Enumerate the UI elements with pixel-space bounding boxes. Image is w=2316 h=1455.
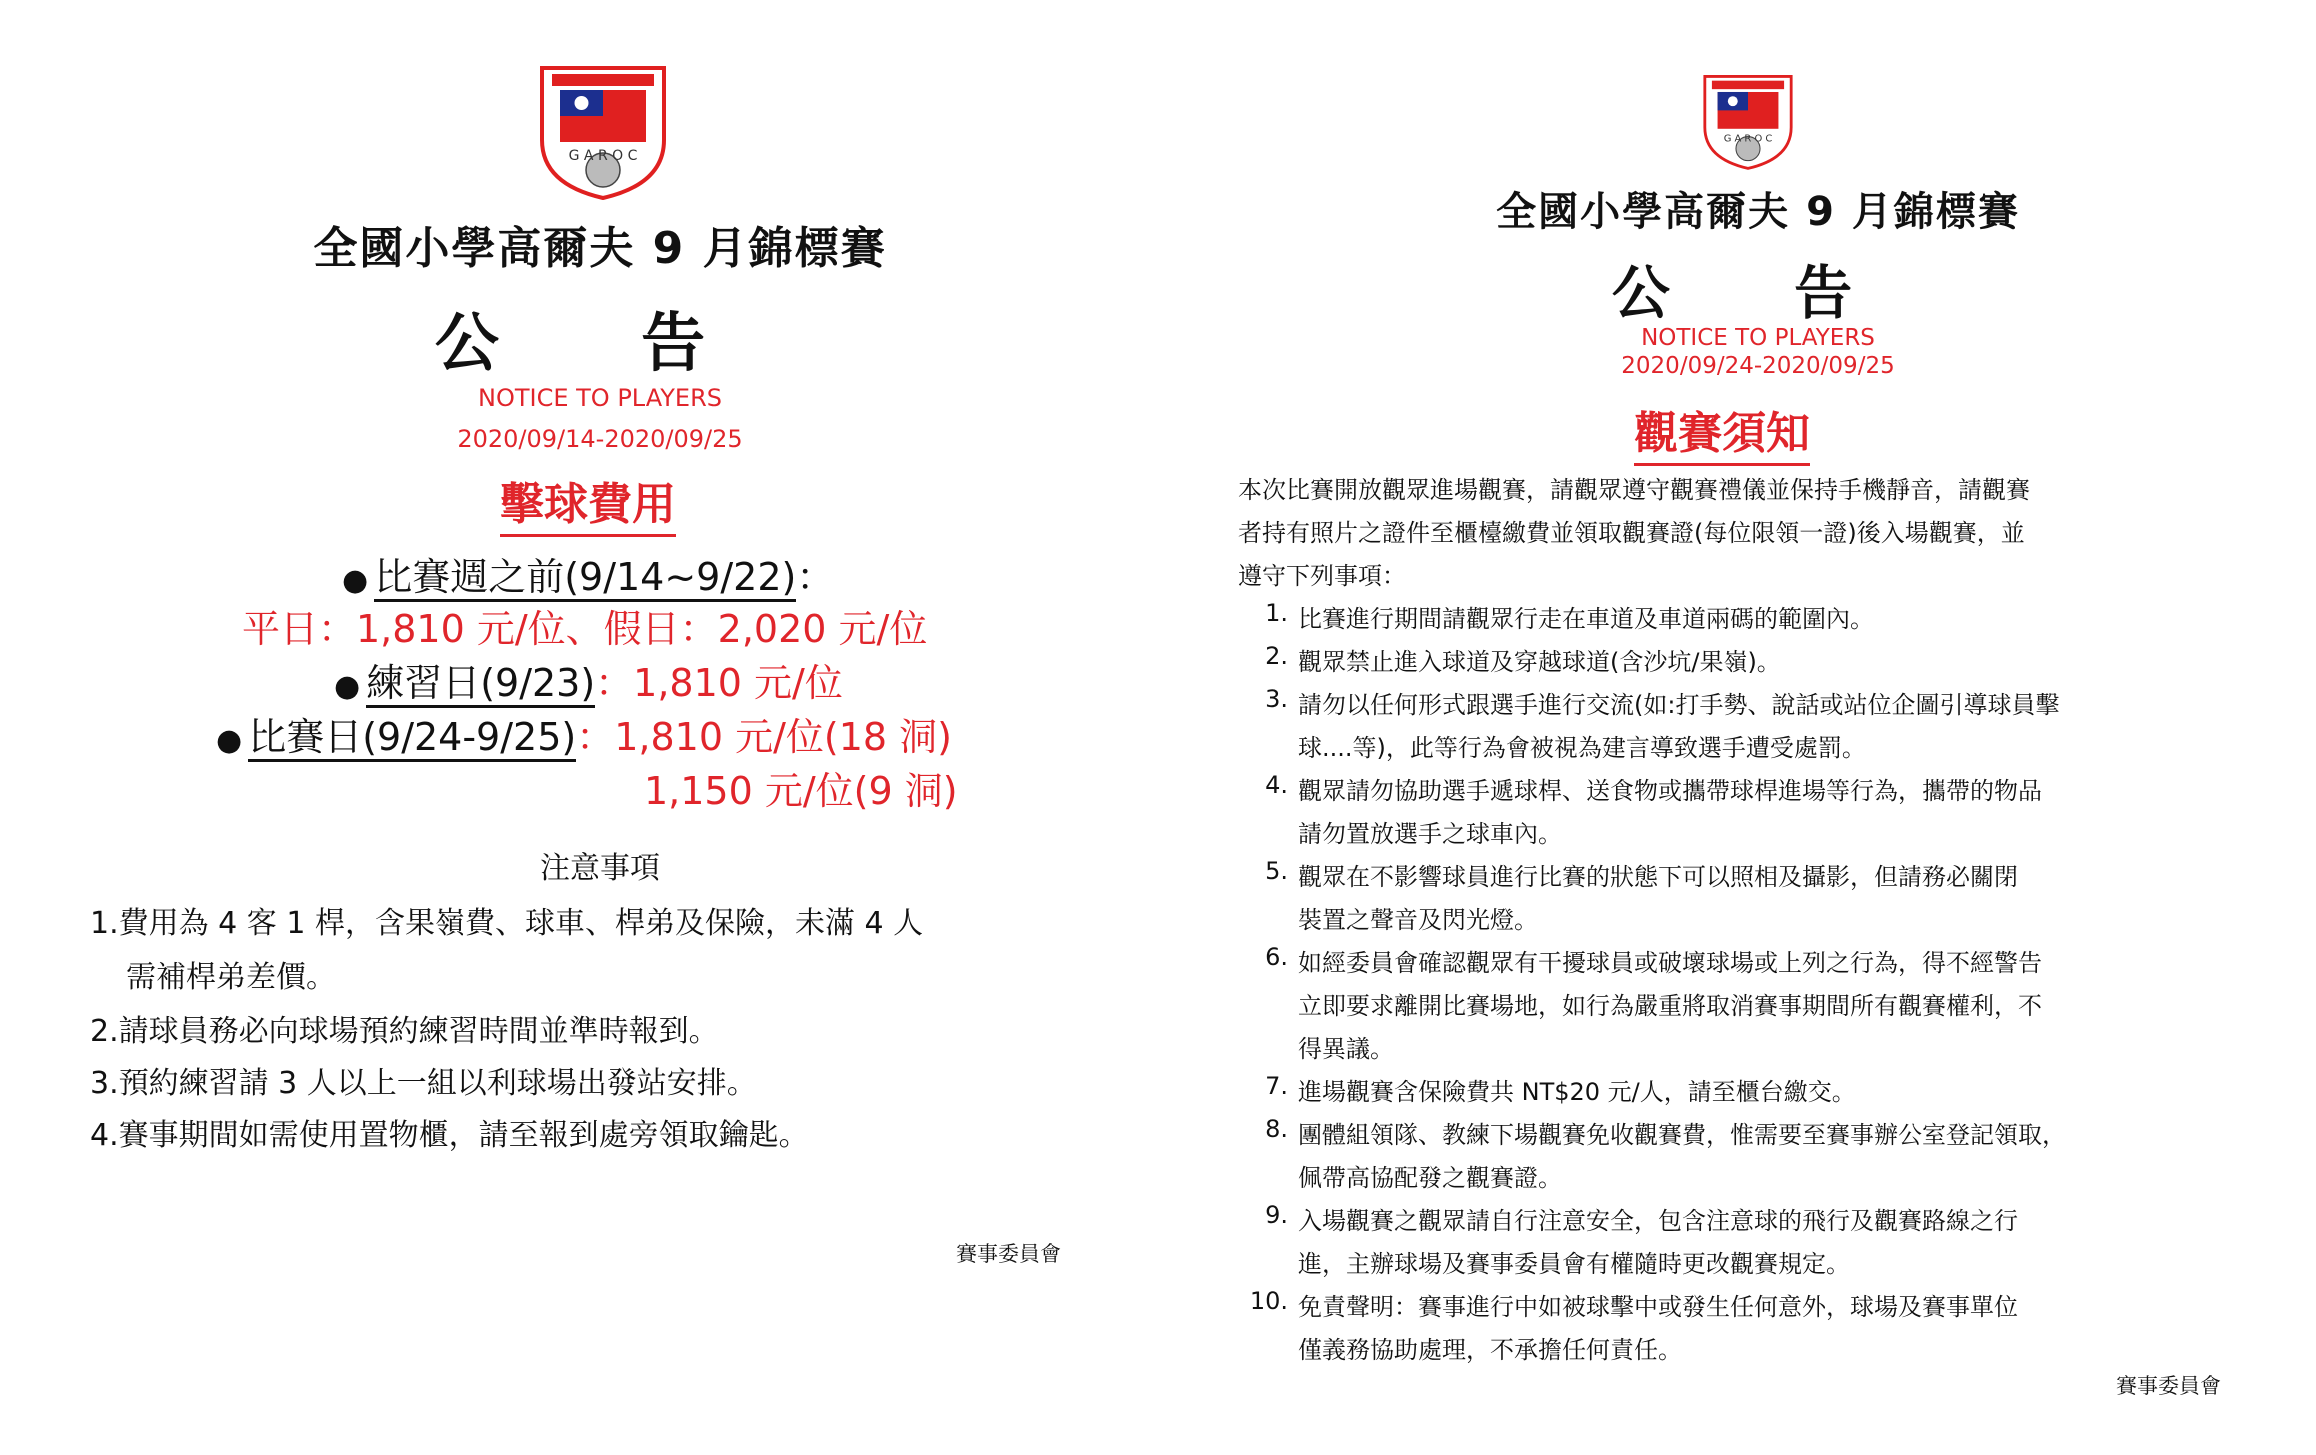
rule-number: 1. bbox=[1265, 599, 1288, 627]
rule-line: 觀眾請勿協助選手遞球桿、送食物或攜帶球桿進場等行為，攜帶的物品 bbox=[1298, 777, 2042, 805]
rule-line: 請勿置放選手之球車內。 bbox=[1298, 820, 1562, 848]
rule-line: 裝置之聲音及閃光燈。 bbox=[1298, 906, 1538, 934]
right-notice-label: NOTICE TO PLAYERS bbox=[1641, 325, 1875, 351]
fee-line-match-day bbox=[216, 706, 952, 761]
fee-line-practice-day bbox=[334, 652, 843, 707]
intro-line: 本次比賽開放觀眾進場觀賽，請觀眾遵守觀賽禮儀並保持手機靜音，請觀賽 bbox=[1238, 476, 2030, 504]
fee-line-weekday-weekend: 平日：1,810 元/位、假日：2,020 元/位 bbox=[242, 607, 928, 651]
rule-number: 4. bbox=[1265, 771, 1288, 799]
rule-line: 僅義務協助處理，不承擔任何責任。 bbox=[1298, 1336, 1682, 1364]
rule-line: 觀眾在不影響球員進行比賽的狀態下可以照相及攝影，但請務必關閉 bbox=[1298, 863, 2018, 891]
left-section-title: 擊球費用 bbox=[500, 468, 676, 537]
left-date-range: 2020/09/14-2020/09/25 bbox=[457, 425, 743, 453]
fee-label: 比賽日(9/24-9/25) bbox=[248, 715, 576, 762]
note-item: 4.賽事期間如需使用置物櫃，請至報到處旁領取鑰匙。 bbox=[90, 1118, 809, 1153]
garoc-emblem-icon bbox=[1702, 72, 1794, 170]
right-date-range: 2020/09/24-2020/09/25 bbox=[1621, 353, 1895, 379]
intro-line: 者持有照片之證件至櫃檯繳費並領取觀賽證(每位限領一證)後入場觀賽，並 bbox=[1238, 519, 2025, 547]
fee-label: 比賽週之前(9/14~9/22) bbox=[374, 555, 796, 602]
rule-number: 6. bbox=[1265, 943, 1288, 971]
fee-value: ：1,810 元/位 bbox=[595, 661, 843, 705]
rule-line: 比賽進行期間請觀眾行走在車道及車道兩碼的範圍內。 bbox=[1298, 605, 1874, 633]
rule-number: 3. bbox=[1265, 685, 1288, 713]
rule-line: 免責聲明：賽事進行中如被球擊中或發生任何意外，球場及賽事單位 bbox=[1298, 1293, 2018, 1321]
rule-line: 如經委員會確認觀眾有干擾球員或破壞球場或上列之行為，得不經警告 bbox=[1298, 949, 2042, 977]
bullet-icon: ● bbox=[342, 563, 369, 598]
left-page-title: 全國小學高爾夫 9 月錦標賽 bbox=[313, 223, 887, 274]
left-notice-heading: 公 告 bbox=[434, 307, 766, 381]
fee-line-9-holes: 1,150 元/位(9 洞) bbox=[644, 769, 958, 813]
rule-line: 佩帶高協配發之觀賽證。 bbox=[1298, 1164, 1562, 1192]
svg-text:G A R O C: G A R O C bbox=[568, 148, 638, 164]
fee-line-pre-week bbox=[342, 546, 834, 601]
note-item-continuation: 需補桿弟差價。 bbox=[126, 960, 336, 995]
left-notice-label: NOTICE TO PLAYERS bbox=[478, 384, 722, 412]
fee-colon: ： bbox=[796, 555, 835, 599]
rule-line: 入場觀賽之觀眾請自行注意安全，包含注意球的飛行及觀賽路線之行 bbox=[1298, 1207, 2018, 1235]
rule-line: 團體組領隊、教練下場觀賽免收觀賽費，惟需要至賽事辦公室登記領取， bbox=[1298, 1121, 2066, 1149]
left-signature: 賽事委員會 bbox=[956, 1242, 1061, 1266]
fee-value: ：1,810 元/位(18 洞) bbox=[576, 715, 952, 759]
bullet-icon: ● bbox=[334, 669, 361, 704]
rule-line: 立即要求離開比賽場地，如行為嚴重將取消賽事期間所有觀賽權利，不 bbox=[1298, 992, 2042, 1020]
rule-number: 2. bbox=[1265, 642, 1288, 670]
note-item: 1.費用為 4 客 1 桿，含果嶺費、球車、桿弟及保險，未滿 4 人 bbox=[90, 906, 924, 941]
garoc-emblem-icon bbox=[538, 62, 668, 200]
right-section-title: 觀賽須知 bbox=[1634, 397, 1810, 466]
rule-number: 10. bbox=[1249, 1287, 1288, 1315]
fee-label: 練習日(9/23) bbox=[366, 661, 595, 708]
note-item: 3.預約練習請 3 人以上一組以利球場出發站安排。 bbox=[90, 1066, 757, 1101]
rule-number: 5. bbox=[1265, 857, 1288, 885]
rule-line: 進，主辦球場及賽事委員會有權隨時更改觀賽規定。 bbox=[1298, 1250, 1850, 1278]
rule-number: 8. bbox=[1265, 1115, 1288, 1143]
note-item: 2.請球員務必向球場預約練習時間並準時報到。 bbox=[90, 1014, 719, 1049]
bullet-icon: ● bbox=[216, 723, 243, 758]
rule-number: 7. bbox=[1265, 1072, 1288, 1100]
right-page-title: 全國小學高爾夫 9 月錦標賽 bbox=[1496, 189, 2020, 235]
rule-line: 觀眾禁止進入球道及穿越球道(含沙坑/果嶺)。 bbox=[1298, 648, 1781, 676]
right-signature: 賽事委員會 bbox=[2116, 1374, 2221, 1398]
rule-number: 9. bbox=[1265, 1201, 1288, 1229]
notes-heading: 注意事項 bbox=[540, 851, 660, 886]
rule-line: 進場觀賽含保險費共 NT$20 元/人，請至櫃台繳交。 bbox=[1298, 1078, 1856, 1106]
svg-text:G A R O C: G A R O C bbox=[1723, 133, 1773, 145]
right-notice-heading: 公 告 bbox=[1611, 259, 1905, 327]
intro-line: 遵守下列事項： bbox=[1238, 562, 1406, 590]
rule-line: 請勿以任何形式跟選手進行交流(如:打手勢、說話或站位企圖引導球員擊 bbox=[1298, 691, 2060, 719]
rule-line: 球....等)，此等行為會被視為建言導致選手遭受處罰。 bbox=[1298, 734, 1866, 762]
rule-line: 得異議。 bbox=[1298, 1035, 1394, 1063]
